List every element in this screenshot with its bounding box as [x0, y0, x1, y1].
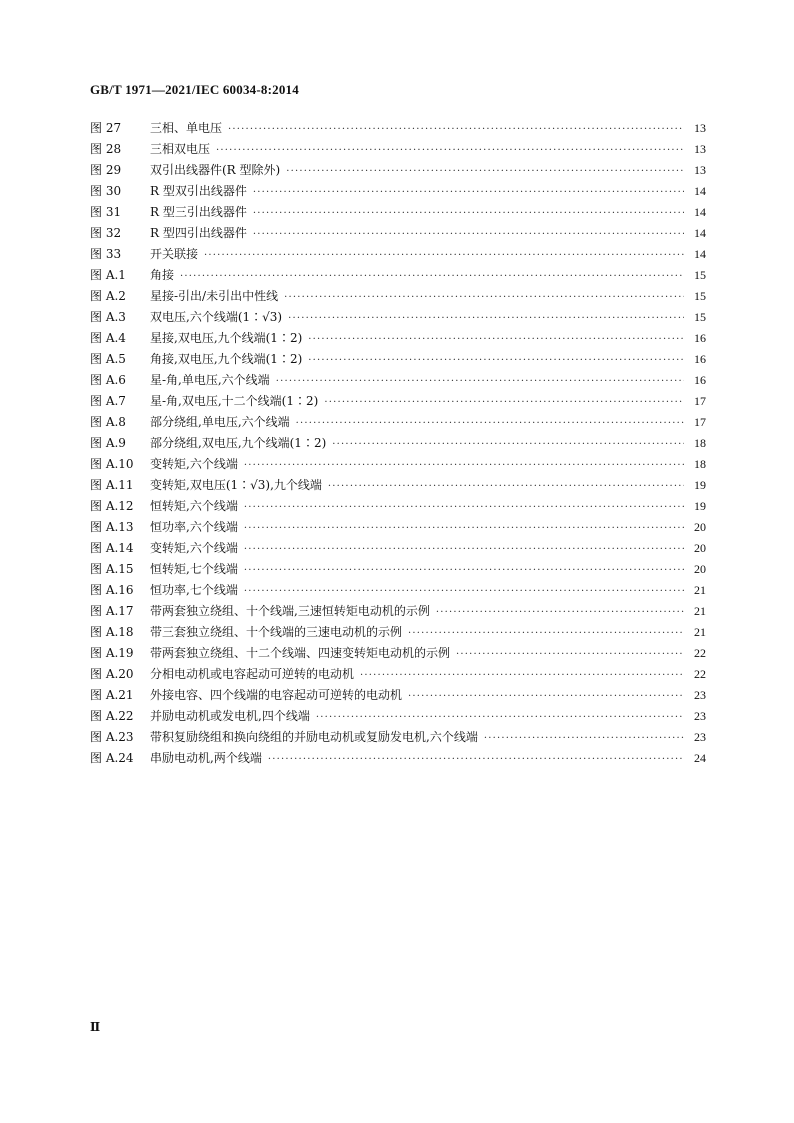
- toc-page-number: 16: [694, 331, 706, 345]
- toc-figure-title: 变转矩,双电压(1∶√3),九个线端: [150, 478, 322, 492]
- toc-entry[interactable]: [90, 622, 706, 643]
- toc-figure-title: 部分绕组,双电压,九个线端(1∶2): [150, 436, 327, 450]
- toc-entry[interactable]: [90, 538, 706, 559]
- toc-page-number: 14: [694, 184, 706, 198]
- toc-entry[interactable]: [90, 139, 706, 160]
- toc-entry[interactable]: [90, 685, 706, 706]
- toc-dot-leader: [456, 644, 684, 665]
- toc-figure-label: 图 A.21: [90, 688, 134, 702]
- toc-figure-title: 星接-引出/未引出中性线: [150, 289, 279, 303]
- toc-entry[interactable]: [90, 454, 706, 475]
- toc-dot-leader: [268, 749, 684, 770]
- toc-figure-title: 恒转矩,七个线端: [150, 562, 238, 576]
- toc-dot-leader: [244, 455, 684, 476]
- toc-figure-label: 图 A.3: [90, 310, 126, 324]
- toc-figure-title: 带两套独立绕组、十二个线端、四速变转矩电动机的示例: [150, 646, 451, 660]
- toc-figure-label: 图 A.6: [90, 373, 126, 387]
- toc-dot-leader: [253, 203, 684, 224]
- toc-page-number: 14: [694, 247, 706, 261]
- toc-entry[interactable]: [90, 370, 706, 391]
- toc-page-number: 21: [694, 583, 706, 597]
- toc-page-number: 17: [694, 394, 706, 408]
- toc-figure-label: 图 30: [90, 184, 122, 198]
- toc-figure-title: 角接,双电压,九个线端(1∶2): [150, 352, 303, 366]
- toc-entry[interactable]: [90, 748, 706, 769]
- toc-figure-label: 图 A.8: [90, 415, 126, 429]
- toc-figure-title: 部分绕组,单电压,六个线端: [150, 415, 290, 429]
- toc-figure-title: 分相电动机或电容起动可逆转的电动机: [150, 667, 355, 681]
- toc-page-number: 23: [694, 730, 706, 744]
- toc-page-number: 22: [694, 646, 706, 660]
- toc-entry[interactable]: [90, 286, 706, 307]
- toc-figure-title: 恒功率,七个线端: [150, 583, 238, 597]
- toc-figure-title: 双引出线器件(R 型除外): [150, 163, 281, 177]
- toc-page-number: 19: [694, 478, 706, 492]
- toc-dot-leader: [328, 476, 684, 497]
- toc-figure-label: 图 A.5: [90, 352, 126, 366]
- toc-figure-title: 串励电动机,两个线端: [150, 751, 262, 765]
- toc-page-number: 16: [694, 352, 706, 366]
- toc-figure-title: 带两套独立绕组、十个线端,三速恒转矩电动机的示例: [150, 604, 430, 618]
- toc-figure-title: 开关联接: [150, 247, 199, 261]
- toc-entry[interactable]: [90, 181, 706, 202]
- toc-figure-label: 图 A.2: [90, 289, 126, 303]
- toc-dot-leader: [332, 434, 684, 455]
- toc-entry[interactable]: [90, 202, 706, 223]
- toc-figure-title: R 型三引出线器件: [150, 205, 247, 219]
- toc-figure-label: 图 A.19: [90, 646, 134, 660]
- toc-dot-leader: [408, 686, 684, 707]
- toc-figure-label: 图 A.23: [90, 730, 134, 744]
- toc-figure-label: 图 A.7: [90, 394, 126, 408]
- toc-entry[interactable]: [90, 349, 706, 370]
- toc-dot-leader: [244, 560, 684, 581]
- toc-page-number: 20: [694, 520, 706, 534]
- toc-entry[interactable]: [90, 706, 706, 727]
- toc-figure-title: 三相双电压: [150, 142, 211, 156]
- toc-figure-label: 图 A.13: [90, 520, 134, 534]
- toc-dot-leader: [204, 245, 684, 266]
- toc-entry[interactable]: [90, 412, 706, 433]
- toc-page-number: 21: [694, 625, 706, 639]
- toc-page-number: 19: [694, 499, 706, 513]
- toc-entry[interactable]: [90, 727, 706, 748]
- toc-figure-label: 图 A.20: [90, 667, 134, 681]
- toc-dot-leader: [308, 350, 684, 371]
- toc-page-number: 23: [694, 709, 706, 723]
- toc-figure-label: 图 A.15: [90, 562, 134, 576]
- toc-figure-title: 带三套独立绕组、十个线端的三速电动机的示例: [150, 625, 403, 639]
- toc-entry[interactable]: [90, 433, 706, 454]
- toc-figure-title: 变转矩,六个线端: [150, 457, 238, 471]
- toc-page-number: 14: [694, 205, 706, 219]
- toc-figure-label: 图 A.14: [90, 541, 134, 555]
- toc-dot-leader: [436, 602, 684, 623]
- toc-figure-title: 恒转矩,六个线端: [150, 499, 238, 513]
- toc-figure-title: 双电压,六个线端(1∶√3): [150, 310, 283, 324]
- toc-figure-title: R 型双引出线器件: [150, 184, 247, 198]
- toc-figure-title: 变转矩,六个线端: [150, 541, 238, 555]
- toc-figure-label: 图 A.12: [90, 499, 134, 513]
- figure-list-toc: [90, 118, 706, 769]
- toc-figure-label: 图 A.22: [90, 709, 134, 723]
- toc-figure-title: 星-角,单电压,六个线端: [150, 373, 270, 387]
- toc-dot-leader: [408, 623, 684, 644]
- toc-dot-leader: [324, 392, 684, 413]
- toc-figure-title: 星接,双电压,九个线端(1∶2): [150, 331, 303, 345]
- toc-dot-leader: [316, 707, 684, 728]
- toc-figure-label: 图 A.16: [90, 583, 134, 597]
- toc-figure-label: 图 A.9: [90, 436, 126, 450]
- toc-dot-leader: [180, 266, 684, 287]
- toc-entry[interactable]: [90, 664, 706, 685]
- toc-entry[interactable]: [90, 496, 706, 517]
- toc-page-number: 21: [694, 604, 706, 618]
- toc-figure-title: R 型四引出线器件: [150, 226, 247, 240]
- toc-page-number: 16: [694, 373, 706, 387]
- toc-dot-leader: [360, 665, 684, 686]
- toc-page-number: 14: [694, 226, 706, 240]
- toc-dot-leader: [296, 413, 684, 434]
- toc-dot-leader: [244, 539, 684, 560]
- toc-entry[interactable]: [90, 391, 706, 412]
- toc-dot-leader: [253, 182, 684, 203]
- toc-dot-leader: [244, 518, 684, 539]
- page-number: Ⅱ: [90, 1020, 101, 1034]
- toc-figure-label: 图 33: [90, 247, 122, 261]
- toc-page-number: 22: [694, 667, 706, 681]
- toc-page-number: 18: [694, 457, 706, 471]
- toc-page-number: 13: [694, 142, 706, 156]
- toc-entry[interactable]: [90, 223, 706, 244]
- toc-figure-label: 图 A.10: [90, 457, 134, 471]
- toc-dot-leader: [228, 119, 684, 140]
- toc-figure-title: 星-角,双电压,十二个线端(1∶2): [150, 394, 319, 408]
- toc-page-number: 18: [694, 436, 706, 450]
- toc-entry[interactable]: [90, 307, 706, 328]
- toc-figure-label: 图 A.17: [90, 604, 134, 618]
- toc-page-number: 15: [694, 289, 706, 303]
- toc-figure-title: 三相、单电压: [150, 121, 223, 135]
- toc-entry[interactable]: [90, 559, 706, 580]
- toc-figure-label: 图 A.11: [90, 478, 134, 492]
- toc-dot-leader: [308, 329, 684, 350]
- toc-figure-title: 角接: [150, 268, 175, 282]
- toc-dot-leader: [286, 161, 684, 182]
- toc-entry[interactable]: [90, 244, 706, 265]
- toc-figure-label: 图 A.1: [90, 268, 126, 282]
- toc-figure-label: 图 28: [90, 142, 122, 156]
- toc-entry[interactable]: [90, 160, 706, 181]
- toc-entry[interactable]: [90, 118, 706, 139]
- toc-entry[interactable]: [90, 265, 706, 286]
- toc-page-number: 15: [694, 268, 706, 282]
- toc-page-number: 15: [694, 310, 706, 324]
- toc-figure-title: 带积复励绕组和换向绕组的并励电动机或复励发电机,六个线端: [150, 730, 478, 744]
- toc-figure-label: 图 A.18: [90, 625, 134, 639]
- toc-entry[interactable]: [90, 475, 706, 496]
- toc-dot-leader: [484, 728, 684, 749]
- toc-figure-label: 图 29: [90, 163, 122, 177]
- toc-entry[interactable]: [90, 601, 706, 622]
- toc-figure-title: 并励电动机或发电机,四个线端: [150, 709, 310, 723]
- toc-dot-leader: [216, 140, 684, 161]
- toc-entry[interactable]: [90, 517, 706, 538]
- toc-page-number: 23: [694, 688, 706, 702]
- toc-page-number: 20: [694, 541, 706, 555]
- toc-dot-leader: [276, 371, 684, 392]
- toc-dot-leader: [253, 224, 684, 245]
- toc-figure-title: 外接电容、四个线端的电容起动可逆转的电动机: [150, 688, 403, 702]
- toc-entry[interactable]: [90, 643, 706, 664]
- toc-figure-label: 图 27: [90, 121, 122, 135]
- toc-dot-leader: [244, 581, 684, 602]
- toc-entry[interactable]: [90, 328, 706, 349]
- toc-dot-leader: [288, 308, 684, 329]
- toc-page-number: 17: [694, 415, 706, 429]
- toc-figure-label: 图 32: [90, 226, 122, 240]
- toc-page-number: 13: [694, 121, 706, 135]
- toc-figure-label: 图 A.24: [90, 751, 134, 765]
- toc-entry[interactable]: [90, 580, 706, 601]
- toc-figure-title: 恒功率,六个线端: [150, 520, 238, 534]
- toc-figure-label: 图 31: [90, 205, 122, 219]
- toc-dot-leader: [284, 287, 684, 308]
- toc-page-number: 13: [694, 163, 706, 177]
- document-code-header: GB/T 1971—2021/IEC 60034-8:2014: [90, 82, 299, 97]
- toc-figure-label: 图 A.4: [90, 331, 126, 345]
- toc-page-number: 20: [694, 562, 706, 576]
- toc-page-number: 24: [694, 751, 706, 765]
- toc-dot-leader: [244, 497, 684, 518]
